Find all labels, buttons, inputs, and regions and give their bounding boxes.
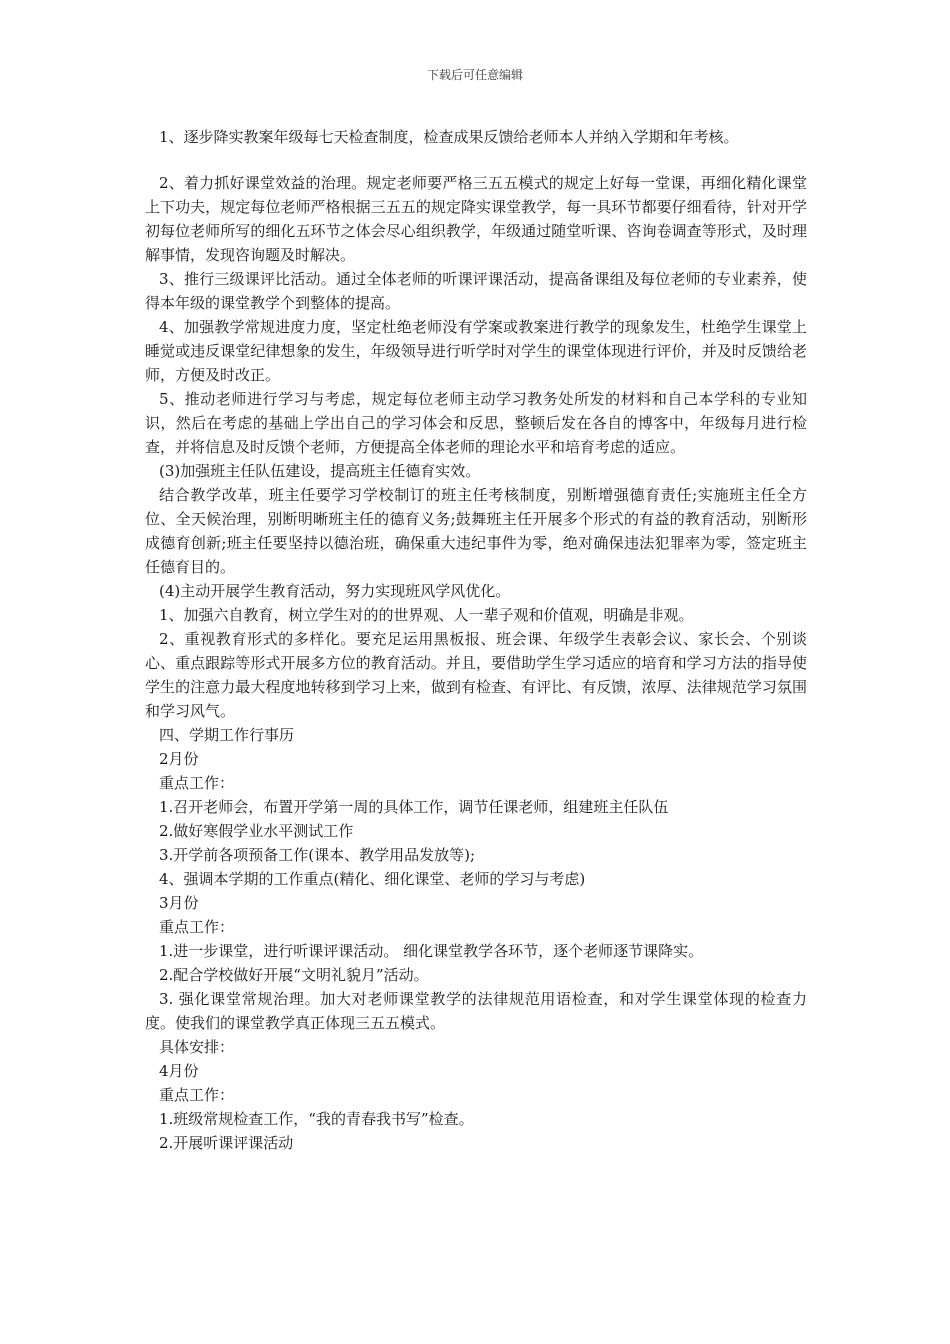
list-item: 1.进一步课堂，进行听课评课活动。 细化课堂教学各环节，逐个老师逐节课降实。: [159, 942, 704, 960]
paragraph: 5、推动老师进行学习与考虑，规定每位老师主动学习教务处所发的材料和自己本学科的专业知识，然后在考虑的基础上学出自己的学习体会和反思，整顿后发在各自的博客中，年级每月进行检查，并将信息及时反馈个老师，方便提高全体老师的理论水平和培育考虑的适应。: [145, 390, 807, 456]
subheading: 重点工作：: [159, 774, 235, 792]
section-heading: 四、学期工作行事历: [159, 726, 295, 744]
paragraph: 结合教学改革，班主任要学习学校制订的班主任考核制度，别断增强德育责任;实施班主任全方位、全天候治理，别断明晰班主任的德育义务;鼓舞班主任开展多个形式的有益的教育活动，别断形成德育创新;班主任要坚持以德治班，确保重大违纪事件为零，绝对确保违法犯罪率为零，签定班主任德育目的。: [145, 486, 807, 576]
month-heading: 2月份: [159, 750, 199, 768]
list-item: 2.配合学校做好开展“文明礼貌月”活动。: [159, 966, 429, 984]
paragraph: 1、加强六自教育，树立学生对的的世界观、人一辈子观和价值观，明确是非观。: [159, 606, 694, 624]
month-heading: 3月份: [159, 894, 199, 912]
subheading: 重点工作：: [159, 1086, 235, 1104]
document-body: [145, 125, 807, 1155]
list-item: 2.开展听课评课活动: [159, 1134, 294, 1152]
subheading: 具体安排：: [159, 1038, 235, 1056]
subheading: 重点工作：: [159, 918, 235, 936]
page-header-note: 下载后可任意编辑: [426, 68, 523, 82]
list-item: 1.班级常规检查工作，“我的青春我书写”检查。: [159, 1110, 474, 1128]
list-item: 3.开学前各项预备工作(课本、教学用品发放等);: [159, 846, 476, 864]
list-item: 3. 强化课堂常规治理。加大对老师课堂教学的法律规范用语检查，和对学生课堂体现的检查力度。使我们的课堂教学真正体现三五五模式。: [145, 990, 807, 1032]
paragraph: 2、着力抓好课堂效益的治理。规定老师要严格三五五模式的规定上好每一堂课，再细化精化课堂上下功夫，规定每位老师严格根据三五五的规定降实课堂教学，每一具环节都要仔细看待，针对开学初每位老师所写的细化五环节之体会尽心组织教学，年级通过随堂听课、咨询卷调查等形式，及时理解事情，发现咨询题及时解决。: [145, 174, 807, 264]
paragraph: 1、逐步降实教案年级每七天检查制度，检查成果反馈给老师本人并纳入学期和年考核。: [159, 128, 739, 146]
list-item: 4、强调本学期的工作重点(精化、细化课堂、老师的学习与考虑): [159, 870, 586, 888]
section-heading: (3)加强班主任队伍建设，提高班主任德育实效。: [159, 462, 481, 480]
month-heading: 4月份: [159, 1062, 199, 1080]
list-item: 2.做好寒假学业水平测试工作: [159, 822, 354, 840]
paragraph: 4、加强教学常规进度力度，坚定杜绝老师没有学案或教案进行教学的现象发生，杜绝学生课堂上睡觉或违反课堂纪律想象的发生，年级领导进行听学时对学生的课堂体现进行评价，并及时反馈给老师，方便及时改正。: [145, 318, 807, 384]
paragraph: 3、推行三级课评比活动。通过全体老师的听课评课活动，提高备课组及每位老师的专业素养，使得本年级的课堂教学个到整体的提高。: [145, 270, 807, 312]
list-item: 1.召开老师会，布置开学第一周的具体工作，调节任课老师，组建班主任队伍: [159, 798, 669, 816]
section-heading: (4)主动开展学生教育活动，努力实现班风学风优化。: [159, 582, 511, 600]
paragraph: 2、重视教育形式的多样化。要充足运用黑板报、班会课、年级学生表彰会议、家长会、个别谈心、重点跟踪等形式开展多方位的教育活动。并且，要借助学生学习适应的培育和学习方法的指导使学生的注意力最大程度地转移到学习上来，做到有检查、有评比、有反馈，浓厚、法律规范学习氛围和学习风气。: [145, 630, 807, 720]
